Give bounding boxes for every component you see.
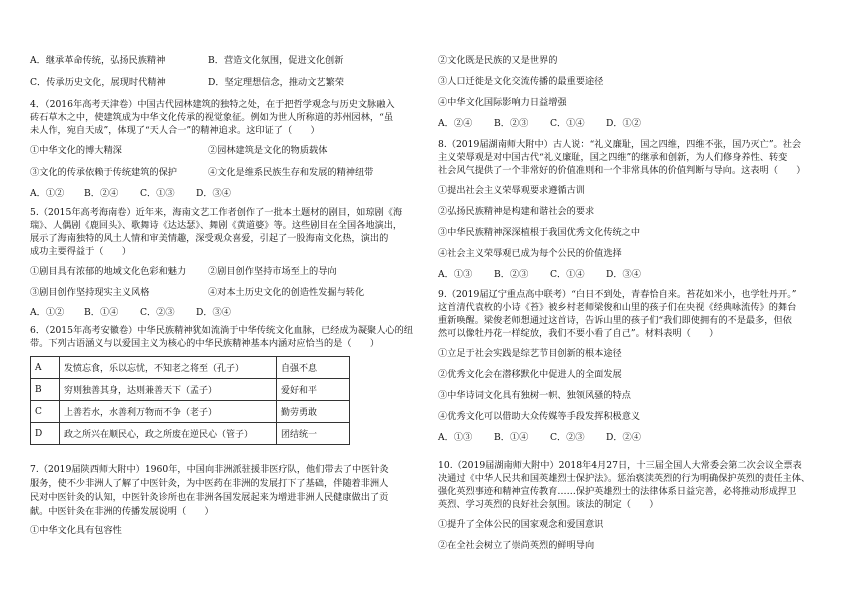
statement-item: ③剧目创作坚持现实主义风格: [30, 287, 150, 298]
statement-item: ②优秀文化会在潜移默化中促进人的全面发展: [438, 369, 622, 380]
question-text: 9.（2019届辽宁重点高中联考）“白日不到处，青春恰自来。苔花如米小，也学牡丹开。”: [438, 289, 797, 300]
statement-item: ①中华文化具有包容性: [30, 525, 122, 536]
choice-c: C．②③: [550, 432, 585, 443]
question-text: 砖石草木之中，使建筑成为中华文化传承的视觉象征。例如为世人所称道的苏州园林，“虽: [30, 112, 394, 123]
question-text: 4．（2016年高考天津卷）中国古代园林建筑的独特之处，在于把哲学观念与历史文脉融入: [30, 99, 395, 110]
choice-a: A．②④: [438, 118, 473, 129]
question-text: 然可以像牡丹花一样绽放，我们不要小看了自己”。材料表明（ ）: [438, 328, 719, 339]
statement-item: ②文化既是民族的又是世界的: [438, 55, 558, 66]
table-cell: 自强不息: [277, 357, 350, 379]
question-text: 6．（2015年高考安徽卷）中华民族精神犹如流淌于中华传统文化血脉，已经成为凝聚人心的纽: [30, 325, 413, 336]
statement-item: ②在全社会树立了崇尚英烈的鲜明导向: [438, 540, 595, 551]
choice-d: D．③④: [196, 307, 231, 318]
option-a: A．继承革命传统，弘扬民族精神: [30, 55, 166, 66]
table-cell: 穷则独善其身，达则兼善天下（孟子）: [60, 379, 277, 401]
table-cell: 政之所兴在顺民心，政之所废在逆民心（管子）: [60, 423, 277, 445]
statement-item: ③文化的传承依赖于传统建筑的保护: [30, 167, 177, 178]
choice-a: A．①②: [30, 307, 65, 318]
option-d: D．坚定理想信念，推动文艺繁荣: [208, 77, 344, 88]
question-text: 社会风气提供了一个非常好的价值准则和一个非常具体的价值判断与导向。这表明（ ）: [438, 165, 806, 176]
question-text: 献。中医针灸在非洲的传播发展说明（ ）: [30, 506, 214, 517]
table-cell: 上善若水，水善利万物而不争（老子）: [60, 401, 277, 423]
question-text: 瑞》、人偶剧《鹿回头》、歌舞诗《达达瑟》、舞剧《黄道婆》等。这些剧目在全国各地演出，: [30, 220, 403, 231]
question-text: 民对中医针灸的认知，中医针灸诊所也在非洲各国发展起来为增进非洲人民健康做出了贡: [30, 492, 389, 503]
question-text: 主义荣辱观是对中国古代“礼义廉耻，国之四维”的继承和创新，为人们修身养性、转变: [438, 152, 788, 163]
statement-item: ②园林建筑是文化的物质载体: [208, 145, 328, 156]
choice-d: D．①②: [606, 118, 641, 129]
comparison-table: [30, 356, 350, 445]
choice-d: D．②④: [606, 432, 641, 443]
table-row: [31, 401, 350, 423]
question-text: 强化英烈事迹和精神宣传教育……保护英雄烈士的法律体系日益完善，必将推动形成捍卫: [438, 486, 797, 497]
choice-c: C．①③: [140, 188, 175, 199]
statement-item: ①提出社会主义荣辱观要求遵循古训: [438, 185, 585, 196]
question-text: 5.（2015年高考海南卷）近年来，海南文艺工作者创作了一批本土题材的剧目，如琼剧《海: [30, 207, 403, 218]
option-c: C．传承历史文化，展现时代精神: [30, 77, 166, 88]
choice-b: B．①④: [84, 307, 119, 318]
choice-c: C．①④: [550, 269, 585, 280]
question-text: 决通过《中华人民共和国英雄烈士保护法》。惩治亵渎英烈的行为明确保护英烈的责任主体、: [438, 473, 811, 484]
question-text: 展示了海南独特的风土人情和审美情趣，深受观众喜爱，引起了一股海南文化热，演出的: [30, 233, 389, 244]
statement-item: ③中华民族精神深深植根于我国优秀文化传统之中: [438, 227, 641, 238]
statement-item: ②剧目创作坚持市场至上的导向: [208, 266, 337, 277]
statement-item: ①中华文化的博大精深: [30, 145, 122, 156]
statement-item: ②弘扬民族精神是构建和谐社会的要求: [438, 206, 595, 217]
statement-item: ④文化是维系民族生存和发展的精神纽带: [208, 167, 374, 178]
statement-item: ③中华诗词文化具有独树一帜、独领风骚的特点: [438, 390, 631, 401]
question-text: 带。下列古语涵义与以爱国主义为核心的中华民族精神基本内涵对应恰当的是（ ）: [30, 338, 380, 349]
question-text: 10.（2019届湖南师大附中）2018年4月27日，十三届全国人大常委会第二次会议全票表: [438, 460, 802, 471]
table-cell: B: [31, 379, 60, 401]
option-b: B．营造文化氛围，促进文化创新: [208, 55, 344, 66]
choice-a: A．①②: [30, 188, 65, 199]
table-cell: 勤劳勇敢: [277, 401, 350, 423]
statement-item: ①立足于社会实践是综艺节目创新的根本途径: [438, 348, 622, 359]
choice-b: B．②③: [494, 118, 529, 129]
statement-item: ③人口迁徙是文化交流传播的最重要途径: [438, 76, 604, 87]
table-row: [31, 357, 350, 379]
table-cell: 发愤忘食，乐以忘忧，不知老之将至（孔子）: [60, 357, 277, 379]
table-cell: D: [31, 423, 60, 445]
choice-b: B．②③: [494, 269, 529, 280]
choice-c: C．②③: [140, 307, 175, 318]
table-row: [31, 423, 350, 445]
table-row: [31, 379, 350, 401]
choice-c: C．①④: [550, 118, 585, 129]
statement-item: ④优秀文化可以借助大众传媒等手段发挥积极意义: [438, 411, 641, 422]
question-text: 重新唤醒。梁俊老师想通过这首诗，告诉山里的孩子们“我们即使拥有的不是最多，但依: [438, 315, 792, 326]
question-text: 8.（2019届湖南师大附中）古人说：“礼义廉耻，国之四维，四维不张，国乃灭亡”。社会: [438, 139, 802, 150]
question-text: 这首清代袁枚的小诗《苔》被乡村老师梁俊和山里的孩子们在央视《经典咏流传》的舞台: [438, 302, 797, 313]
question-text: 成功主要得益于（ ）: [30, 246, 132, 257]
choice-a: A．①③: [438, 432, 473, 443]
table-cell: C: [31, 401, 60, 423]
question-text: 未人作，宛自天成”，体现了“天人合一”的精神追求。这印证了（ ）: [30, 125, 320, 136]
choice-d: D．③④: [606, 269, 641, 280]
question-text: 7.（2019届陕西师大附中）1960年，中国向非洲派驻援非医疗队，他们带去了中医针灸: [30, 464, 389, 475]
choice-a: A．①③: [438, 269, 473, 280]
statement-item: ④社会主义荣辱观已成为每个公民的价值选择: [438, 248, 622, 259]
question-text: 英烈、学习英烈的良好社会氛围。该法的制定（ ）: [438, 499, 659, 510]
question-text: 服务，使不少非洲人了解了中医针灸，为中医药在非洲的发展打下了基础，伴随着非洲人: [30, 478, 389, 489]
choice-b: B．②④: [84, 188, 119, 199]
table-cell: 爱好和平: [277, 379, 350, 401]
statement-item: ④对本土历史文化的创造性发掘与转化: [208, 287, 365, 298]
table-cell: 团结统一: [277, 423, 350, 445]
statement-item: ①剧目具有浓郁的地域文化色彩和魅力: [30, 266, 187, 277]
statement-item: ④中华文化国际影响力日益增强: [438, 97, 567, 108]
choice-d: D．③④: [196, 188, 231, 199]
choice-b: B．①④: [494, 432, 529, 443]
statement-item: ①提升了全体公民的国家观念和爱国意识: [438, 519, 604, 530]
table-cell: A: [31, 357, 60, 379]
